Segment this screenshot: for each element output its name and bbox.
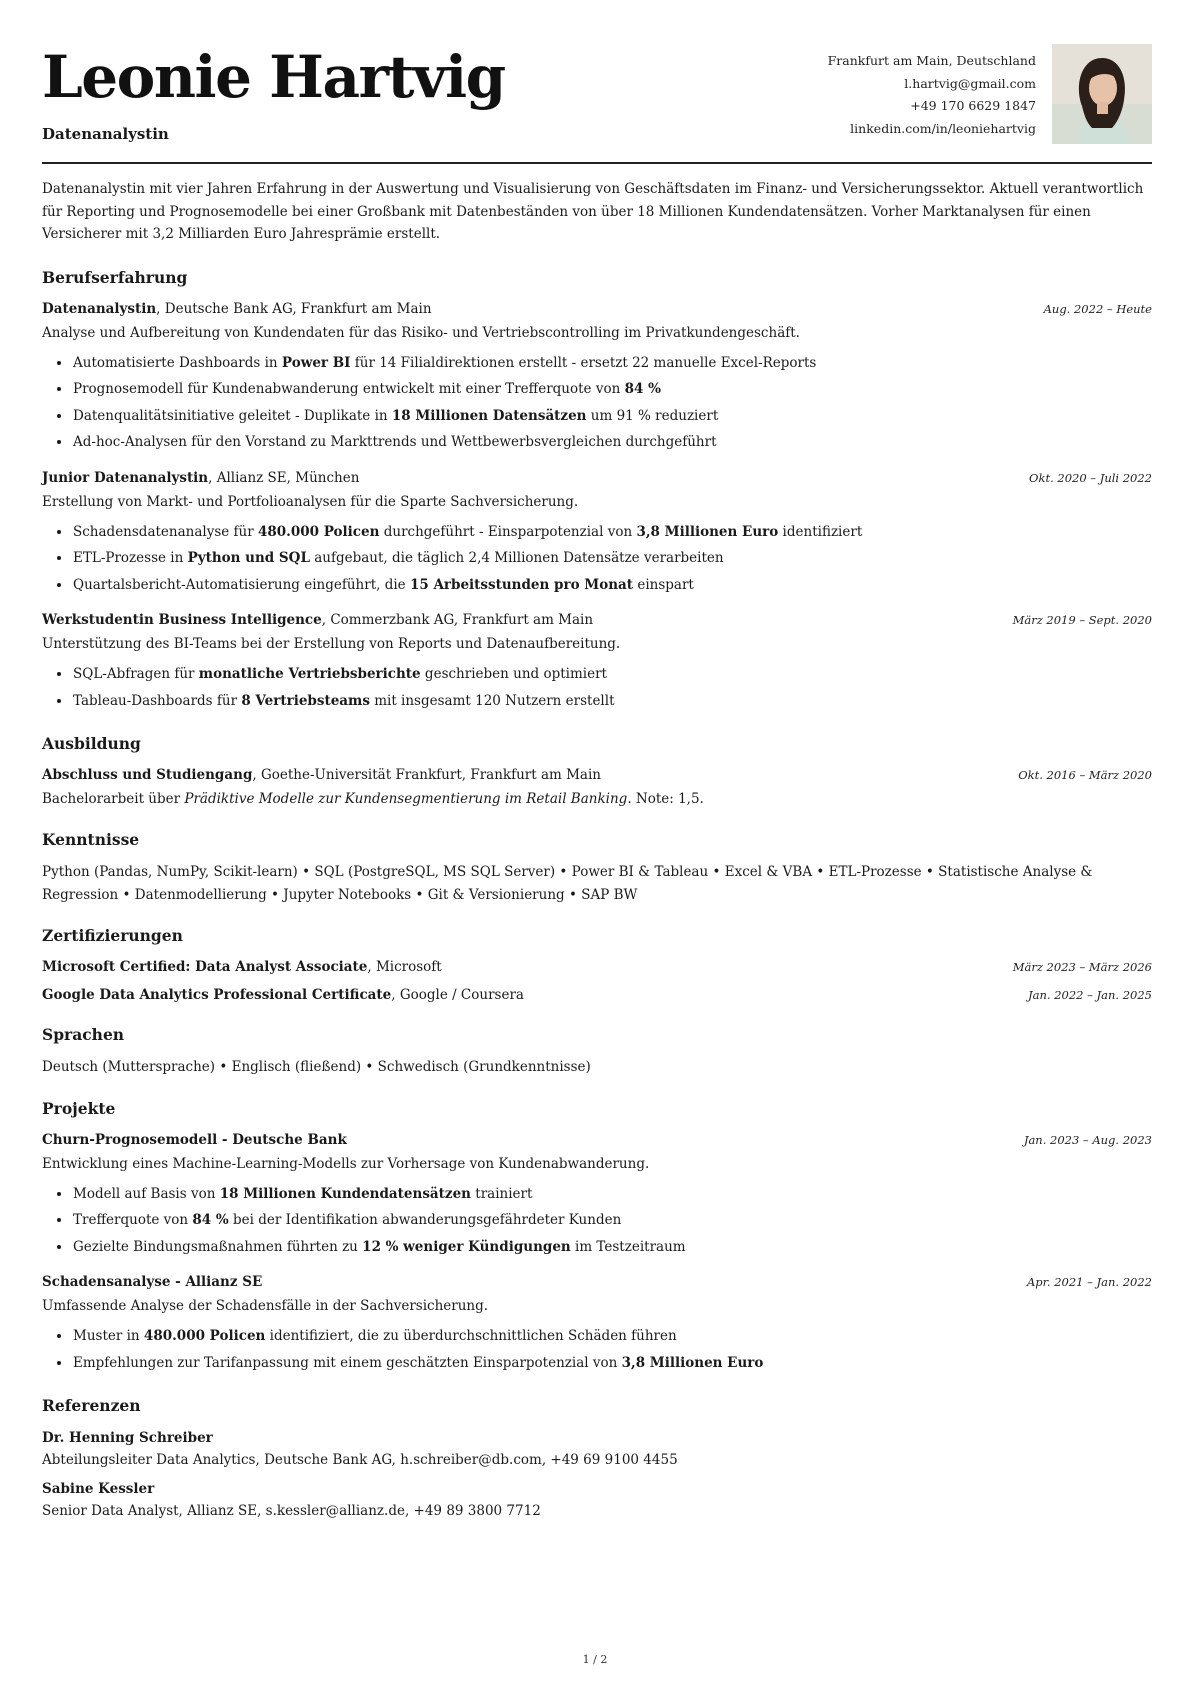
- section-heading: Ausbildung: [42, 734, 141, 753]
- project-date: Apr. 2021 – Jan. 2022: [1027, 1275, 1152, 1289]
- bullet-text: Tableau-Dashboards für: [73, 692, 242, 709]
- bullet-highlight: monatliche Vertriebsberichte: [198, 666, 421, 682]
- certification-date: Jan. 2022 – Jan. 2025: [1028, 988, 1152, 1002]
- project-header: [42, 1272, 1152, 1292]
- bullet-text: Modell auf Basis von: [73, 1185, 220, 1202]
- certification-item: [42, 957, 1152, 977]
- section-heading: Sprachen: [42, 1025, 125, 1044]
- portrait-photo: [1052, 44, 1152, 144]
- bullet-text: mit insgesamt 120 Nutzern erstellt: [369, 692, 615, 709]
- references-section: [42, 1396, 1152, 1522]
- header: [42, 40, 1152, 162]
- bullet-text: um 91 % reduziert: [586, 407, 719, 424]
- contact-email[interactable]: l.hartvig@gmail.com: [904, 75, 1036, 91]
- project-header: [42, 1130, 1152, 1150]
- bullet-text: durchgeführt - Einsparpotenzial von: [379, 523, 637, 540]
- certification-list: [42, 957, 1152, 1005]
- project-name: Schadensanalyse - Allianz SE: [42, 1274, 263, 1290]
- certification-title-line: [42, 957, 442, 977]
- bullet-text: Datenqualitätsinitiative geleitet - Duplikate in: [73, 407, 392, 424]
- reference-name: Sabine Kessler: [42, 1481, 155, 1497]
- bullet-text: im Testzeitraum: [570, 1238, 686, 1255]
- bullet-text: Muster in: [73, 1328, 144, 1344]
- certifications-section: [42, 926, 1152, 1005]
- job-role: Werkstudentin Business Intelligence: [42, 612, 322, 628]
- bullet-text: identifiziert: [778, 523, 863, 540]
- job-header: [42, 299, 1152, 319]
- job-title-line: [42, 610, 593, 630]
- job-date: Aug. 2022 – Heute: [1043, 301, 1152, 316]
- bullet-item: [72, 688, 1152, 715]
- bullet-text: geschrieben und optimiert: [420, 666, 607, 682]
- bullet-item: [72, 1207, 1152, 1234]
- projects-section: [42, 1099, 1152, 1377]
- bullet-item: [72, 403, 1152, 430]
- project-entry: [42, 1272, 1152, 1376]
- job-entry: [42, 468, 1152, 599]
- thesis-grade: . Note: 1,5.: [627, 791, 704, 807]
- certification-name: Microsoft Certified: Data Analyst Associate: [42, 959, 368, 975]
- degree: Abschluss und Studiengang: [42, 767, 253, 783]
- thesis-title: Prädiktive Modelle zur Kundensegmentierung im Retail Banking: [184, 791, 628, 807]
- job-description: Erstellung von Markt- und Portfolioanalysen für die Sparte Sachversicherung.: [42, 493, 579, 510]
- job-title: Datenanalystin: [42, 125, 169, 143]
- education-header: [42, 765, 1152, 785]
- bullet-text: Prognosemodell für Kundenabwanderung entwickelt mit einer Trefferquote von: [73, 381, 625, 397]
- bullet-highlight: Python und SQL: [187, 550, 310, 566]
- cv-content: [42, 40, 1152, 1542]
- candidate-name: Leonie Hartvig: [42, 43, 505, 111]
- bullet-highlight: 3,8 Millionen Euro: [636, 523, 779, 540]
- job-entry: [42, 610, 1152, 714]
- contact-phone: +49 170 6629 1847: [910, 98, 1036, 113]
- bullet-text: Ad-hoc-Analysen für den Vorstand zu Markttrends und Wettbewerbsvergleichen durchgeführt: [73, 434, 717, 450]
- certification-title-line: [42, 985, 524, 1005]
- bullet-highlight: 480.000 Policen: [258, 523, 380, 540]
- thesis-line: [42, 788, 1152, 810]
- contact-block: [828, 50, 1036, 140]
- certification-issuer: , Google / Coursera: [391, 987, 524, 1003]
- bullet-item: [72, 572, 1152, 599]
- job-header: [42, 610, 1152, 630]
- school: , Goethe-Universität Frankfurt, Frankfurt am Main: [252, 767, 601, 783]
- contact-location: Frankfurt am Main, Deutschland: [827, 53, 1036, 68]
- bullet-highlight: Power BI: [281, 354, 351, 371]
- section-heading: Projekte: [42, 1098, 116, 1118]
- bullet-item: [72, 661, 1152, 688]
- bullet-highlight: 84 %: [192, 1212, 229, 1228]
- languages-text: Deutsch (Muttersprache) • Englisch (fließend) • Schwedisch (Grundkenntnisse): [42, 1059, 591, 1075]
- languages-section: [42, 1025, 1152, 1079]
- job-organization: , Commerzbank AG, Frankfurt am Main: [321, 612, 594, 628]
- certification-date: März 2023 – März 2026: [1012, 960, 1152, 974]
- bullet-text: Automatisierte Dashboards in: [73, 354, 282, 371]
- bullet-text: Trefferquote von: [73, 1212, 193, 1228]
- job-entry: [42, 299, 1152, 456]
- education-list: [42, 765, 1152, 810]
- certification-item: [42, 985, 1152, 1005]
- page-number: 1 / 2: [582, 1653, 608, 1666]
- bullet-item: [72, 1181, 1152, 1208]
- bullet-item: [72, 429, 1152, 456]
- portrait-icon: [1052, 44, 1152, 144]
- project-entry: [42, 1130, 1152, 1261]
- certification-name: Google Data Analytics Professional Certificate: [42, 987, 392, 1003]
- bullet-list: [42, 661, 1152, 714]
- bullet-text: für 14 Filialdirektionen erstellt - ersetzt 22 manuelle Excel-Reports: [350, 354, 817, 371]
- bullet-text: einspart: [633, 576, 694, 593]
- reference-list: [42, 1427, 1152, 1522]
- bullet-item: [72, 1234, 1152, 1261]
- project-name: Churn-Prognosemodell - Deutsche Bank: [42, 1131, 347, 1148]
- bullet-item: [72, 1350, 1152, 1377]
- job-title-line: [42, 299, 432, 319]
- job-date: März 2019 – Sept. 2020: [1012, 613, 1152, 627]
- education-entry: [42, 765, 1152, 810]
- bullet-highlight: 3,8 Millionen Euro: [621, 1354, 764, 1371]
- job-organization: , Allianz SE, München: [208, 469, 360, 486]
- bullet-text: ETL-Prozesse in: [73, 550, 188, 566]
- section-heading: Kenntnisse: [42, 830, 140, 849]
- education-date: Okt. 2016 – März 2020: [1018, 768, 1152, 782]
- bullet-list: [42, 350, 1152, 456]
- bullet-item: [72, 350, 1152, 377]
- bullet-highlight: 12 % weniger Kündigungen: [362, 1238, 571, 1255]
- job-description: Analyse und Aufbereitung von Kundendaten für das Risiko- und Vertriebscontrolling im Privatkundengeschäft.: [42, 324, 800, 341]
- job-description: Unterstützung des BI-Teams bei der Erstellung von Reports und Datenaufbereitung.: [42, 636, 621, 652]
- bullet-item: [72, 519, 1152, 546]
- bullet-list: [42, 1323, 1152, 1376]
- profile-summary: Datenanalystin mit vier Jahren Erfahrung in der Auswertung und Visualisierung von Geschäftsdaten im Finanz- und Versicherungssektor. Aktuell verantwortlich für Reporting und Prognosemodelle bei einer Großbank mit Datenbeständen von über 18 Millionen Kundendatensätzen. Vorher Marktanalysen für einen Versicherer mit 3,2 Milliarden Euro Jahresprämie erstellt.: [42, 181, 1144, 242]
- certification-issuer: , Microsoft: [367, 959, 442, 975]
- contact-linkedin[interactable]: linkedin.com/in/leoniehartvig: [850, 120, 1036, 136]
- job-role: Datenanalystin: [42, 300, 157, 317]
- section-heading: Berufserfahrung: [42, 267, 188, 287]
- skills-text: Python (Pandas, NumPy, Scikit-learn) • SQL (PostgreSQL, MS SQL Server) • Power BI & Tableau • Excel & VBA • ETL-Prozesse • Statistische Analyse & Regression • Datenmodellierung • Jupyter Notebooks • Git & Versionierung • SAP BW: [42, 864, 1093, 903]
- bullet-item: [72, 376, 1152, 403]
- bullet-text: Quartalsbericht-Automatisierung eingeführt, die: [73, 576, 410, 593]
- bullet-text: Gezielte Bindungsmaßnahmen führten zu: [73, 1238, 363, 1255]
- project-description: Umfassende Analyse der Schadensfälle in der Sachversicherung.: [42, 1298, 489, 1314]
- job-role: Junior Datenanalystin: [42, 469, 209, 486]
- job-organization: , Deutsche Bank AG, Frankfurt am Main: [156, 300, 432, 317]
- education-title-line: [42, 765, 601, 785]
- job-header: [42, 468, 1152, 488]
- bullet-highlight: 8 Vertriebsteams: [241, 692, 370, 709]
- bullet-highlight: 18 Millionen Datensätzen: [391, 407, 587, 424]
- bullet-text: bei der Identifikation abwanderungsgefährdeter Kunden: [228, 1212, 622, 1228]
- project-date: Jan. 2023 – Aug. 2023: [1023, 1132, 1152, 1147]
- reference-detail: Abteilungsleiter Data Analytics, Deutsche Bank AG, h.schreiber@db.com, +49 69 9100 4455: [42, 1452, 678, 1468]
- header-divider: [42, 162, 1152, 164]
- bullet-highlight: 15 Arbeitsstunden pro Monat: [409, 576, 634, 593]
- section-heading: Referenzen: [42, 1396, 141, 1415]
- bullet-item: [72, 545, 1152, 572]
- education-section: [42, 734, 1152, 810]
- bullet-text: aufgebaut, die täglich 2,4 Millionen Datensätze verarbeiten: [309, 550, 724, 566]
- reference-detail: Senior Data Analyst, Allianz SE, s.kessler@allianz.de, +49 89 3800 7712: [42, 1503, 541, 1519]
- bullet-item: [72, 1323, 1152, 1350]
- bullet-highlight: 84 %: [624, 381, 661, 397]
- bullet-text: Schadensdatenanalyse für: [73, 523, 258, 540]
- bullet-list: [42, 1181, 1152, 1261]
- section-heading: Zertifizierungen: [42, 926, 183, 945]
- experience-list: [42, 299, 1152, 715]
- bullet-text: Empfehlungen zur Tarifanpassung mit einem geschätzten Einsparpotenzial von: [73, 1354, 622, 1371]
- bullet-text: SQL-Abfragen für: [73, 666, 199, 682]
- experience-section: [42, 268, 1152, 715]
- bullet-list: [42, 519, 1152, 599]
- thesis-prefix: Bachelorarbeit über: [42, 791, 185, 807]
- skills-section: [42, 830, 1152, 906]
- reference-name: Dr. Henning Schreiber: [42, 1430, 213, 1446]
- bullet-text: trainiert: [470, 1185, 533, 1202]
- project-description: Entwicklung eines Machine-Learning-Modells zur Vorhersage von Kundenabwanderung.: [42, 1155, 650, 1172]
- bullet-highlight: 18 Millionen Kundendatensätzen: [219, 1185, 471, 1202]
- bullet-highlight: 480.000 Policen: [143, 1328, 266, 1344]
- project-list: [42, 1130, 1152, 1377]
- job-title-line: [42, 468, 359, 488]
- bullet-text: identifiziert, die zu überdurchschnittlichen Schäden führen: [265, 1328, 677, 1344]
- job-date: Okt. 2020 – Juli 2022: [1029, 470, 1152, 485]
